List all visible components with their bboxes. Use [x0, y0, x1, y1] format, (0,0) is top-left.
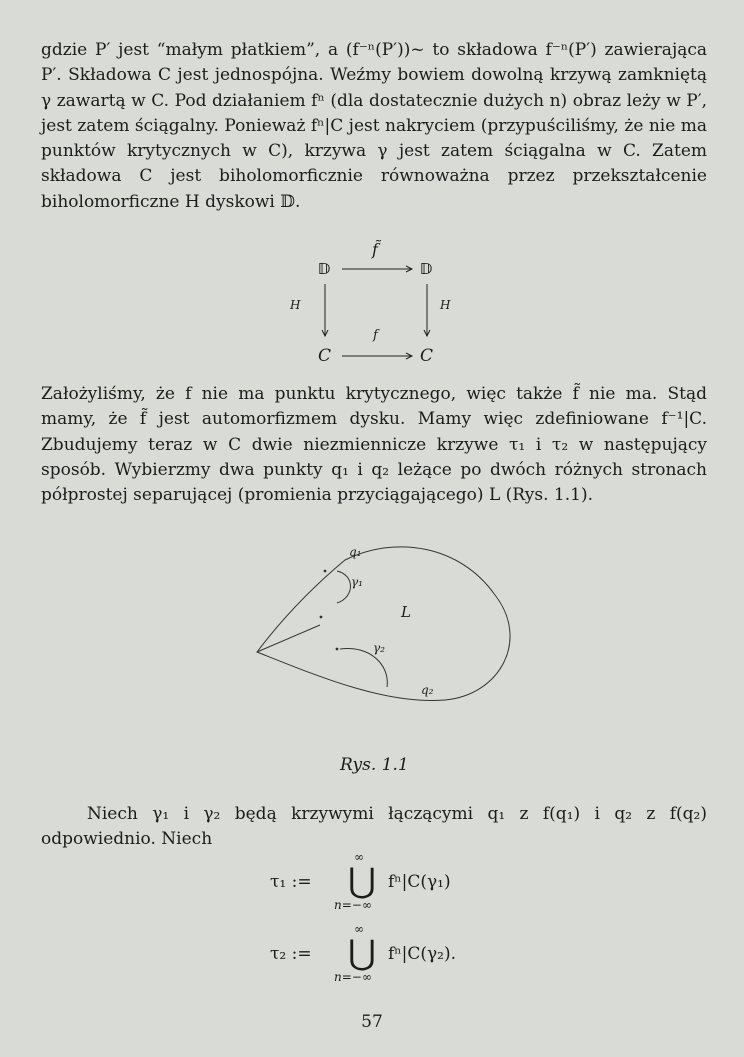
label-L: L	[401, 603, 411, 621]
diagram-bottom-arrow-label: f	[373, 328, 378, 343]
petal-boundary	[257, 547, 510, 701]
tau2-lhs: τ₂ :=	[270, 944, 312, 964]
tau1-upper-limit: ∞	[354, 850, 364, 864]
page-number: 57	[361, 1012, 383, 1032]
label-q1: q₁	[349, 545, 362, 559]
paragraph-3: Niech γ₁ i γ₂ będą krzywymi łączącymi q₁ z f(q₁) i q₂ z f(q₂) odpowiednio. Niech	[41, 804, 707, 850]
tau1-rhs: fⁿ|C(γ₁)	[388, 872, 451, 892]
tau2-rhs: fⁿ|C(γ₂).	[388, 944, 457, 964]
label-q2: q₂	[421, 683, 434, 697]
tau2-union-symbol: ⋃	[348, 933, 376, 973]
paragraph-2: Założyliśmy, że f nie ma punktu krytycznego, więc także f̃ nie ma. Stąd mamy, że f̃ jest automorfizmem dysku. Mamy więc zdefiniowane f⁻¹|C. Zbudujemy teraz w C dwie niezmiennicze krzywe τ₁ i τ₂ w następujący sposób. Wybierzmy dwa punkty q₁ i q₂ leżące po dwóch różnych stronach półprostej separującej (promienia przyciągającego) L (Rys. 1.1).	[41, 384, 707, 506]
figure-rys-1-1	[245, 525, 525, 725]
diagram-arrows	[300, 240, 460, 380]
ray-L	[257, 625, 320, 652]
diagram-left-arrow-label: H	[290, 298, 301, 312]
diagram-top-right: 𝔻	[420, 260, 433, 278]
diagram-bottom-left: C	[318, 346, 332, 366]
commutative-diagram	[290, 240, 460, 380]
figure-caption: Rys. 1.1	[340, 755, 409, 775]
figure-drawing	[245, 525, 525, 725]
tau2-upper-limit: ∞	[354, 922, 364, 936]
tau1-lower-limit: n=−∞	[334, 898, 372, 912]
diagram-right-arrow-label: H	[440, 298, 451, 312]
tau1-union-symbol: ⋃	[348, 861, 376, 901]
paragraph-1: gdzie P′ jest “małym płatkiem”, a (f⁻ⁿ(P′))~ to składowa f⁻ⁿ(P′) zawierająca P′. Składowa C jest jednospójna. Weźmy bowiem dowolną krzywą zamkniętą γ zawartą w C. Pod działaniem fⁿ (dla dostatecznie dużych n) obraz leży w P′, jest zatem ściągalny. Ponieważ fⁿ|C jest nakryciem (przypuściliśmy, że nie ma punktów krytycznych w C), krzywa γ jest zatem ściągalna w C. Zatem składowa C jest biholomorficznie równoważna przez przekształcenie biholomorficzne H dyskowi 𝔻.	[41, 40, 707, 212]
label-gamma2: γ₂	[373, 641, 385, 655]
gamma1-curve	[337, 571, 351, 603]
label-gamma1: γ₁	[351, 575, 363, 589]
diagram-top-left: 𝔻	[318, 260, 331, 278]
tau2-lower-limit: n=−∞	[334, 970, 372, 984]
tau1-lhs: τ₁ :=	[270, 872, 312, 892]
diagram-bottom-right: C	[420, 346, 434, 366]
diagram-top-arrow-label: f̃	[372, 240, 378, 259]
